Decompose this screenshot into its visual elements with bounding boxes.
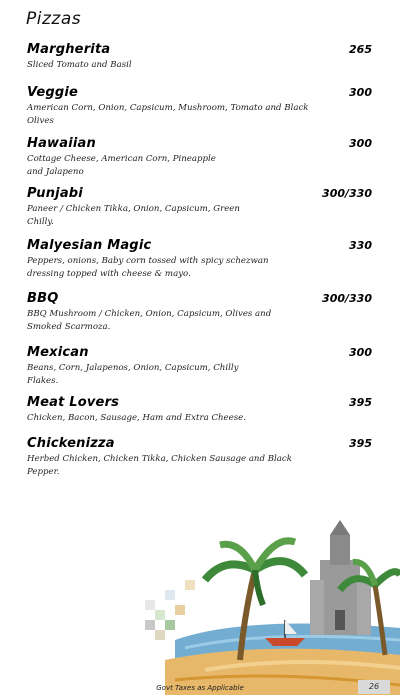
menu-item-veggie bbox=[27, 85, 372, 136]
item-name: Hawaiian bbox=[27, 136, 96, 151]
item-name: Chickenizza bbox=[27, 436, 115, 451]
item-name: Punjabi bbox=[27, 186, 83, 201]
item-description: American Corn, Onion, Capsicum, Mushroom, Tomato and Black Olives bbox=[27, 103, 309, 126]
item-price: 300 bbox=[349, 137, 372, 150]
item-description: Beans, Corn, Jalapenos, Onion, Capsicum, Chilly Flakes. bbox=[27, 363, 239, 386]
menu-item-bbq bbox=[27, 291, 372, 345]
item-name: Margherita bbox=[27, 42, 111, 57]
item-price: 300 bbox=[349, 86, 372, 99]
item-price: 300/330 bbox=[322, 292, 372, 305]
item-name: Meat Lovers bbox=[27, 395, 120, 410]
item-head bbox=[27, 42, 372, 59]
item-price: 300/330 bbox=[322, 187, 372, 200]
item-name: BBQ bbox=[27, 291, 59, 306]
page-number: 26 bbox=[358, 680, 390, 694]
item-head bbox=[27, 186, 372, 203]
item-head bbox=[27, 136, 372, 153]
item-price: 395 bbox=[349, 437, 372, 450]
footer-note: Govt Taxes as Applicable bbox=[156, 684, 244, 692]
pixel-mosaic bbox=[145, 580, 195, 640]
item-head bbox=[27, 85, 372, 102]
menu-item-malyesian-magic bbox=[27, 238, 372, 291]
item-name: Veggie bbox=[27, 85, 79, 100]
menu-item-chickenizza bbox=[27, 436, 372, 482]
menu-item-punjabi bbox=[27, 186, 372, 238]
item-description: Sliced Tomato and Basil bbox=[27, 60, 132, 70]
item-price: 300 bbox=[349, 346, 372, 359]
item-description: Peppers, onions, Baby corn tossed with spicy schezwan dressing topped with cheese & mayo. bbox=[27, 256, 269, 279]
item-head bbox=[27, 395, 372, 412]
menu-item-hawaiian bbox=[27, 136, 372, 186]
item-price: 265 bbox=[349, 43, 372, 56]
menu-item-mexican bbox=[27, 345, 372, 395]
item-head bbox=[27, 291, 372, 308]
item-price: 330 bbox=[349, 239, 372, 252]
item-name: Mexican bbox=[27, 345, 89, 360]
beach-illustration bbox=[145, 520, 400, 695]
menu-item-margherita bbox=[27, 42, 372, 85]
item-description: Chicken, Bacon, Sausage, Ham and Extra Cheese. bbox=[27, 413, 246, 423]
item-head bbox=[27, 238, 372, 255]
item-head bbox=[27, 436, 372, 453]
section-title: Pizzas bbox=[26, 9, 82, 29]
item-description: Herbed Chicken, Chicken Tikka, Chicken Sausage and Black Pepper. bbox=[27, 454, 292, 477]
menu-list bbox=[27, 42, 372, 482]
menu-item-meat-lovers bbox=[27, 395, 372, 436]
item-description: BBQ Mushroom / Chicken, Onion, Capsicum, Olives and Smoked Scarmoza. bbox=[27, 309, 272, 332]
item-name: Malyesian Magic bbox=[27, 238, 152, 253]
item-head bbox=[27, 345, 372, 362]
item-price: 395 bbox=[349, 396, 372, 409]
item-description: Paneer / Chicken Tikka, Onion, Capsicum, Green Chilly. bbox=[27, 204, 240, 227]
item-description: Cottage Cheese, American Corn, Pineapple and Jalapeno bbox=[27, 154, 216, 177]
